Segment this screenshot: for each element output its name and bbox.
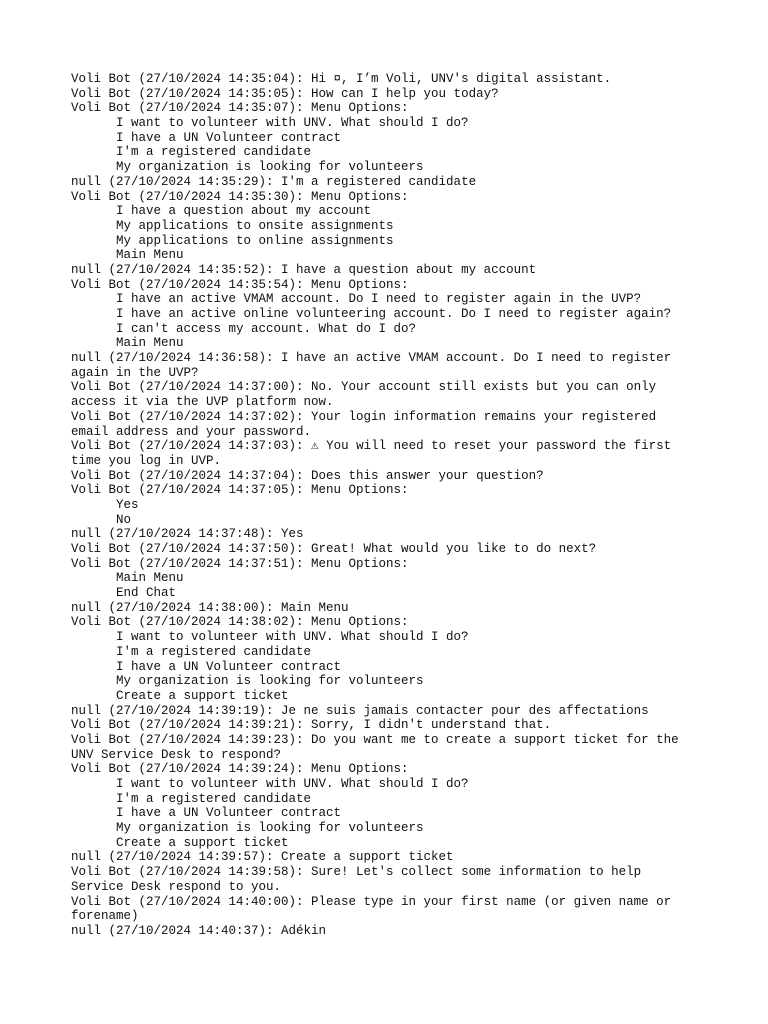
transcript-line: Voli Bot (27/10/2024 14:35:54): Menu Options: xyxy=(71,277,409,292)
menu-option-line: I'm a registered candidate xyxy=(116,145,312,160)
menu-option-line: I want to volunteer with UNV. What should I do? xyxy=(116,777,469,791)
transcript-line: access it via the UVP platform now. xyxy=(71,395,334,410)
transcript-line: null (27/10/2024 14:40:37): Adékin xyxy=(71,923,327,938)
menu-option-line: I have an active VMAM account. Do I need to register again in the UVP? xyxy=(116,292,642,307)
transcript-line: null (27/10/2024 14:35:52): I have a question about my account xyxy=(71,262,537,277)
menu-option-line: My organization is looking for volunteers xyxy=(116,674,424,689)
transcript-line: UNV Service Desk to respond? xyxy=(71,747,282,762)
transcript-line: again in the UVP? xyxy=(71,365,199,380)
menu-option-line: Main Menu xyxy=(116,336,184,351)
transcript-line: Voli Bot (27/10/2024 14:39:23): Do you want me to create a support ticket for the xyxy=(71,732,679,747)
menu-option-line: Main Menu xyxy=(116,248,184,263)
transcript-line: Service Desk respond to you. xyxy=(71,879,282,894)
menu-option-line: Main Menu xyxy=(116,571,184,586)
menu-option-line: I have a UN Volunteer contract xyxy=(116,659,342,674)
menu-option-line: I have a UN Volunteer contract xyxy=(116,806,342,821)
transcript-line: null (27/10/2024 14:39:19): Je ne suis jamais contacter pour des affectations xyxy=(71,703,649,718)
menu-option-line: I'm a registered candidate xyxy=(116,644,312,659)
menu-option-line: My organization is looking for volunteers xyxy=(116,821,424,836)
transcript-line: Voli Bot (27/10/2024 14:37:02): Your login information remains your registered xyxy=(71,409,657,424)
menu-option-line: I'm a registered candidate xyxy=(116,791,312,806)
transcript-line: time you log in UVP. xyxy=(71,453,222,468)
transcript-line: Voli Bot (27/10/2024 14:35:05): How can I help you today? xyxy=(71,86,499,101)
transcript-line: Voli Bot (27/10/2024 14:40:00): Please type in your first name (or given name or xyxy=(71,894,672,909)
transcript-line: null (27/10/2024 14:36:58): I have an active VMAM account. Do I need to register xyxy=(71,351,672,366)
transcript-line: null (27/10/2024 14:35:29): I'm a registered candidate xyxy=(71,174,477,189)
transcript-line: Voli Bot (27/10/2024 14:37:50): Great! What would you like to do next? xyxy=(71,542,597,556)
transcript-line: Voli Bot (27/10/2024 14:39:24): Menu Options: xyxy=(71,762,409,777)
menu-option-line: My organization is looking for volunteers xyxy=(116,160,424,175)
menu-option-line: My applications to online assignments xyxy=(116,233,394,248)
transcript-line: null (27/10/2024 14:37:48): Yes xyxy=(71,527,304,542)
transcript-line: Voli Bot (27/10/2024 14:35:07): Menu Options: xyxy=(71,101,409,116)
transcript-line: Voli Bot (27/10/2024 14:37:03): ⚠ You will need to reset your password the first xyxy=(71,439,672,454)
menu-option-line: Create a support ticket xyxy=(116,835,289,850)
transcript-line: Voli Bot (27/10/2024 14:37:05): Menu Options: xyxy=(71,483,409,498)
menu-option-line: I want to volunteer with UNV. What should I do? xyxy=(116,630,469,645)
transcript-line: Voli Bot (27/10/2024 14:37:51): Menu Options: xyxy=(71,556,409,571)
menu-option-line: Create a support ticket xyxy=(116,688,289,703)
transcript-line: email address and your password. xyxy=(71,424,312,439)
menu-option-line: I have a UN Volunteer contract xyxy=(116,130,342,145)
transcript-line: Voli Bot (27/10/2024 14:35:30): Menu Options: xyxy=(71,189,409,204)
menu-option-line: I want to volunteer with UNV. What should I do? xyxy=(116,116,469,131)
transcript-line: Voli Bot (27/10/2024 14:35:04): Hi ¤, I’m Voli, UNV's digital assistant. xyxy=(71,72,612,86)
menu-option-line: I have a question about my account xyxy=(116,204,372,219)
menu-option-line: End Chat xyxy=(116,586,177,601)
transcript-line: Voli Bot (27/10/2024 14:39:21): Sorry, I didn't understand that. xyxy=(71,718,552,733)
transcript-line: null (27/10/2024 14:38:00): Main Menu xyxy=(71,600,349,615)
transcript-line: Voli Bot (27/10/2024 14:37:00): No. Your account still exists but you can only xyxy=(71,380,657,395)
menu-option-line: Yes xyxy=(116,497,139,512)
menu-option-line: My applications to onsite assignments xyxy=(116,218,394,233)
menu-option-line: I have an active online volunteering account. Do I need to register again? xyxy=(116,307,672,321)
transcript-line: Voli Bot (27/10/2024 14:38:02): Menu Options: xyxy=(71,615,409,630)
chat-transcript xyxy=(71,72,691,939)
transcript-line: null (27/10/2024 14:39:57): Create a support ticket xyxy=(71,850,454,865)
transcript-line: forename) xyxy=(71,909,139,924)
menu-option-line: I can't access my account. What do I do? xyxy=(116,321,417,336)
transcript-line: Voli Bot (27/10/2024 14:39:58): Sure! Let's collect some information to help xyxy=(71,865,642,880)
menu-option-line: No xyxy=(116,512,132,527)
transcript-line: Voli Bot (27/10/2024 14:37:04): Does this answer your question? xyxy=(71,468,544,483)
